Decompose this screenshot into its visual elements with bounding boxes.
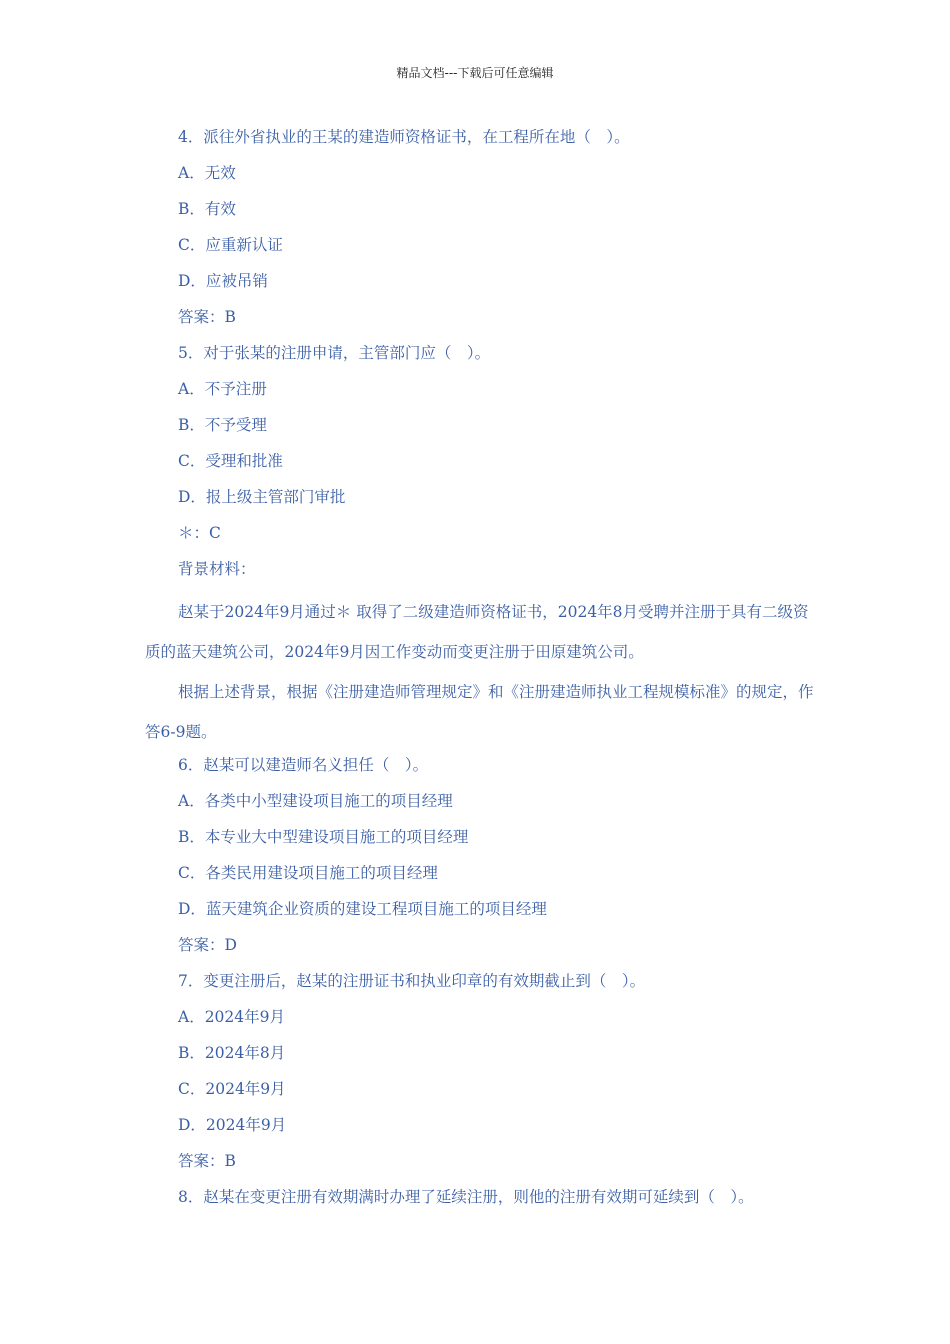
page-header: 精品文档---下载后可任意编辑 xyxy=(396,66,554,80)
question-block-6-8 xyxy=(145,752,815,1220)
question-5-option-a: A．不予注册 xyxy=(178,380,267,398)
question-4-option-c: C．应重新认证 xyxy=(178,236,283,254)
question-6-option-c: C．各类民用建设项目施工的项目经理 xyxy=(178,864,438,882)
question-5-answer: ＊：C xyxy=(178,524,221,542)
question-7-text: 7．变更注册后，赵某的注册证书和执业印章的有效期截止到（ ）。 xyxy=(178,972,646,990)
question-7-option-d: D．2024年9月 xyxy=(178,1116,287,1134)
question-6-text: 6．赵某可以建造师名义担任（ ）。 xyxy=(178,756,429,774)
question-4-text: 4．派往外省执业的王某的建造师资格证书，在工程所在地（ ）。 xyxy=(178,128,630,146)
question-6-option-d: D．蓝天建筑企业资质的建设工程项目施工的项目经理 xyxy=(178,900,547,918)
document-body xyxy=(145,124,815,1220)
question-7-option-c: C．2024年9月 xyxy=(178,1080,286,1098)
question-5-text: 5．对于张某的注册申请，主管部门应（ ）。 xyxy=(178,344,491,362)
question-6-option-b: B．本专业大中型建设项目施工的项目经理 xyxy=(178,828,469,846)
question-7-option-b: B．2024年8月 xyxy=(178,1044,286,1062)
instruction-paragraph: 根据上述背景，根据《注册建造师管理规定》和《注册建造师执业工程规模标准》的规定，作答6-9题。 xyxy=(145,683,814,741)
question-5-option-d: D．报上级主管部门审批 xyxy=(178,488,346,506)
question-4-answer: 答案：B xyxy=(178,308,236,326)
question-4-option-a: A．无效 xyxy=(178,164,236,182)
question-8-text: 8．赵某在变更注册有效期满时办理了延续注册，则他的注册有效期可延续到（ ）。 xyxy=(178,1188,754,1206)
question-6-option-a: A．各类中小型建设项目施工的项目经理 xyxy=(178,792,453,810)
question-7-answer: 答案：B xyxy=(178,1152,236,1170)
background-heading: 背景材料： xyxy=(178,560,256,578)
question-4-option-b: B．有效 xyxy=(178,200,236,218)
question-7-option-a: A．2024年9月 xyxy=(178,1008,286,1026)
question-5-option-b: B．不予受理 xyxy=(178,416,267,434)
question-6-answer: 答案：D xyxy=(178,936,237,954)
question-4-option-d: D．应被吊销 xyxy=(178,272,268,290)
background-paragraph: 赵某于2024年9月通过＊ 取得了二级建造师资格证书，2024年8月受聘并注册于具有二级资质的蓝天建筑公司，2024年9月因工作变动而变更注册于田原建筑公司。 xyxy=(145,603,809,661)
question-block-4-5 xyxy=(145,124,815,592)
question-5-option-c: C．受理和批准 xyxy=(178,452,283,470)
